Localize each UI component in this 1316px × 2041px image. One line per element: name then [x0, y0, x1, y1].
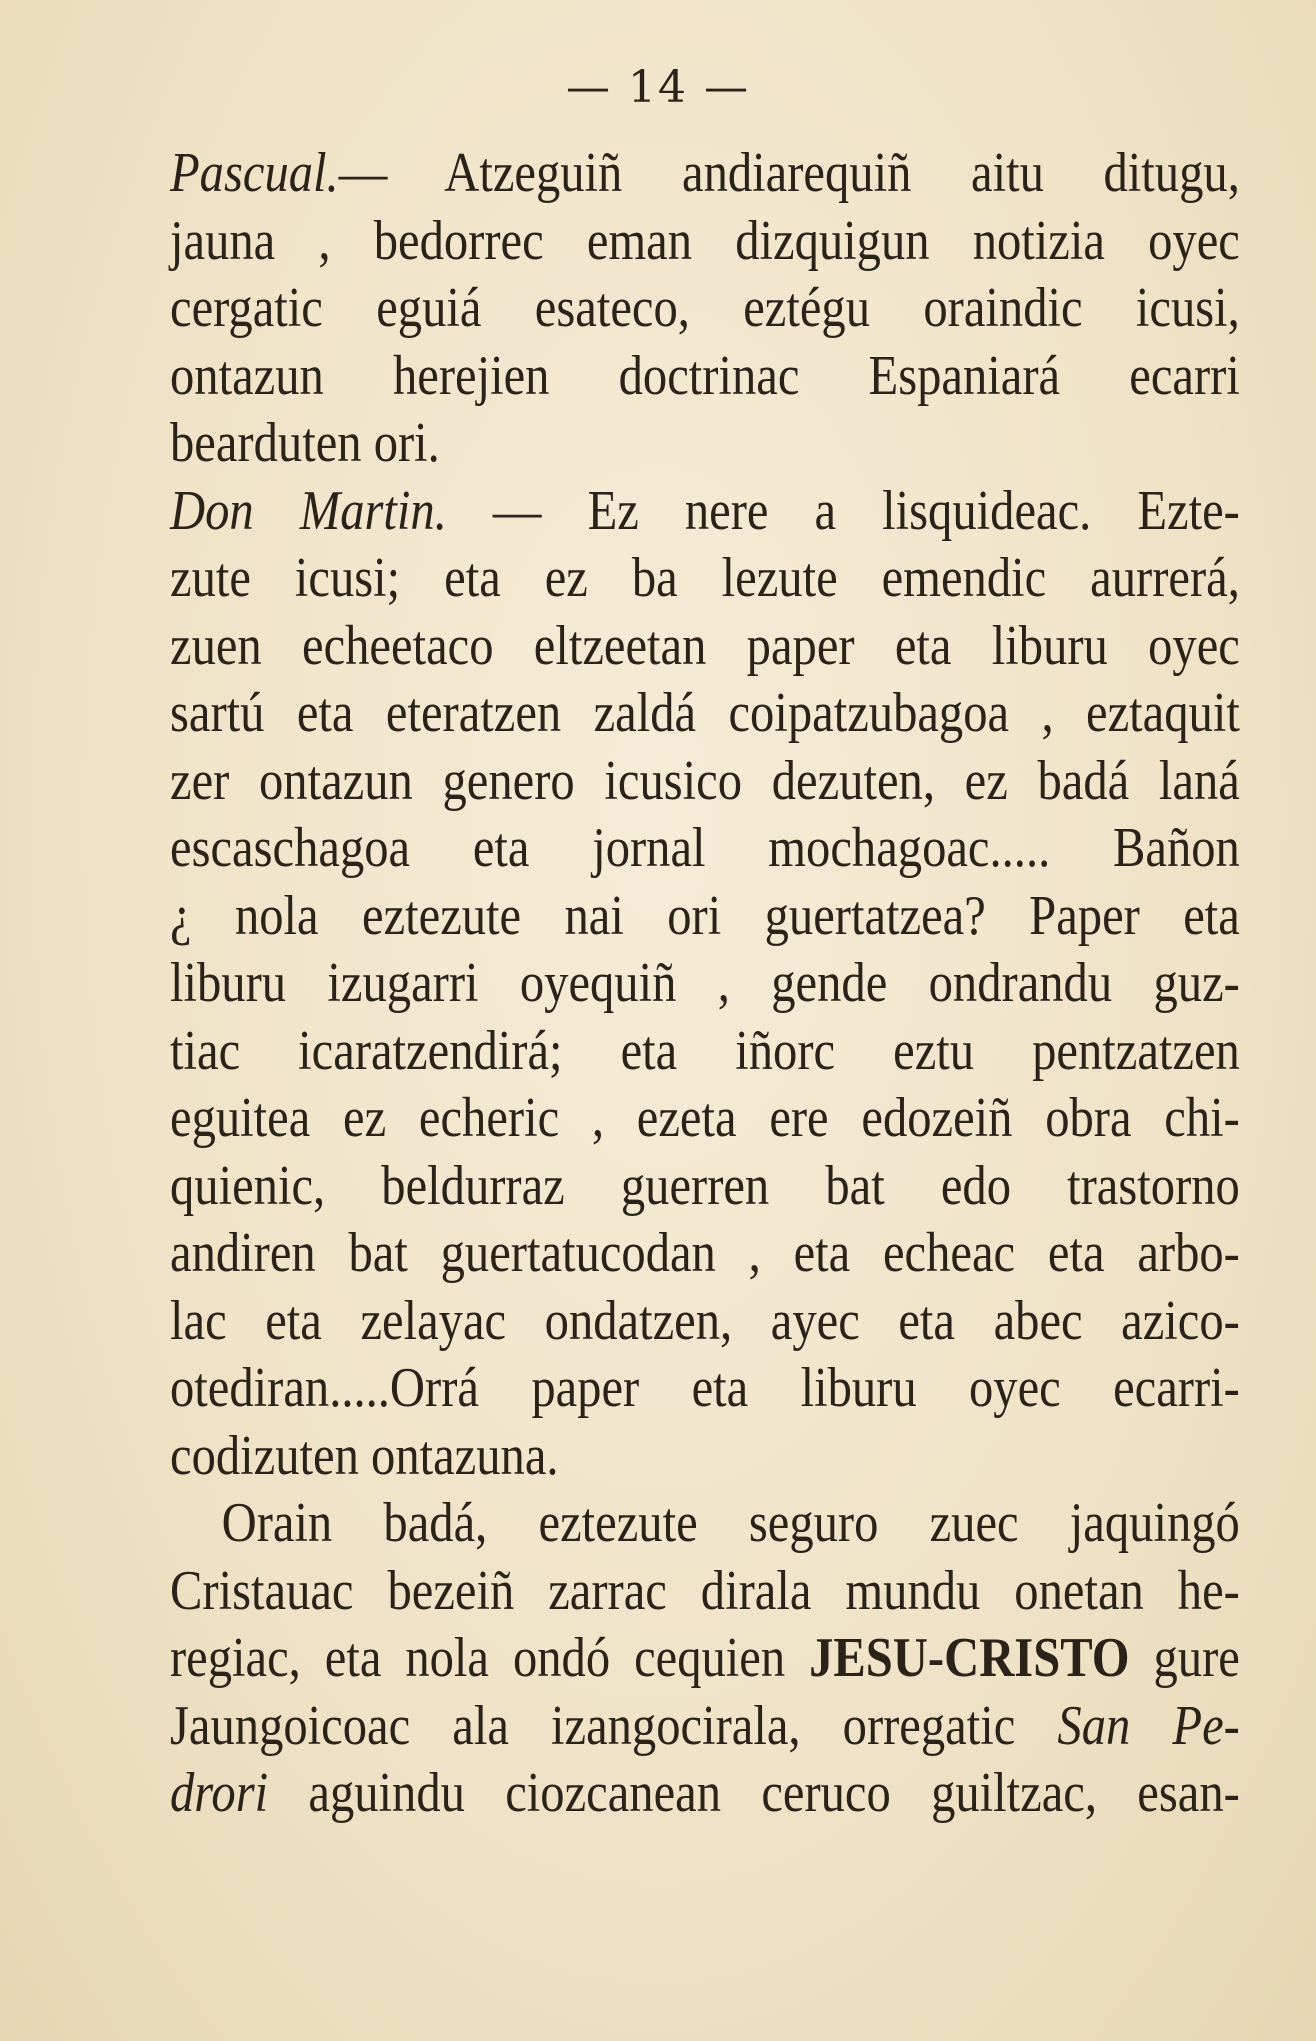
text-line — [170, 883, 1240, 951]
text-segment: escaschagoa eta jornal mochagoac..... Bañon — [170, 817, 1240, 879]
text-line — [170, 1558, 1240, 1626]
text-line — [170, 680, 1240, 748]
text-line — [170, 140, 1240, 208]
text-segment: sartú eta eteratzen zaldá coipatzubagoa , eztaquit — [170, 682, 1240, 744]
speaker-name: Pascual. — [170, 142, 339, 204]
text-segment: codizuten ontazuna. — [170, 1424, 559, 1487]
text-line — [170, 1355, 1240, 1423]
text-line — [170, 1018, 1240, 1086]
text-segment: eguitea ez echeric , ezeta ere edozeiñ obra chi- — [170, 1087, 1240, 1149]
text-segment: Orain badá, eztezute seguro zuec jaquingó — [221, 1492, 1240, 1554]
text-segment: otediran.....Orrá paper eta liburu oyec ecarri- — [170, 1357, 1240, 1419]
text-line — [170, 208, 1240, 276]
page-text — [170, 140, 1240, 1828]
text-line — [170, 343, 1240, 411]
text-line — [170, 1625, 1240, 1693]
text-segment: ontazun herejien doctrinac Espaniará ecarri — [170, 344, 1240, 407]
text-segment: quienic, beldurraz guerren bat edo trastorno — [170, 1154, 1240, 1217]
text-segment: tiac icaratzendirá; eta iñorc eztu pentzatzen — [170, 1019, 1240, 1082]
text-segment: zuen echeetaco eltzeetan paper eta liburu oyec — [170, 614, 1240, 677]
text-line — [170, 1693, 1240, 1761]
text-segment: gure — [1129, 1627, 1240, 1689]
text-line — [170, 478, 1240, 546]
text-segment: drori — [170, 1762, 269, 1824]
text-segment: liburu izugarri oyequiñ , gende ondrandu guz- — [170, 952, 1240, 1014]
text-line — [170, 410, 1240, 478]
text-segment: San Pe- — [1057, 1694, 1240, 1757]
text-segment: cergatic eguiá esateco, eztégu oraindic icusi, — [170, 277, 1240, 339]
text-line — [170, 613, 1240, 681]
text-line — [170, 815, 1240, 883]
text-line — [170, 1490, 1240, 1558]
text-segment: jauna , bedorrec eman dizquigun notizia oyec — [170, 209, 1240, 272]
text-line — [170, 748, 1240, 816]
text-line — [170, 1288, 1240, 1356]
text-segment: lac eta zelayac ondatzen, ayec eta abec azico- — [170, 1289, 1240, 1352]
text-line — [170, 950, 1240, 1018]
text-segment: andiren bat guertatucodan , eta echeac eta arbo- — [170, 1222, 1240, 1284]
speaker-name: Don Martin. — [170, 479, 447, 542]
text-segment: — Atzeguiñ andiarequiñ aitu ditugu, — [338, 142, 1240, 204]
text-line — [170, 545, 1240, 613]
text-segment: bearduten ori. — [170, 412, 440, 474]
text-line — [170, 1153, 1240, 1221]
text-segment: ¿ nola eztezute nai ori guertatzea? Paper eta — [170, 884, 1240, 947]
text-segment: JESU-CRISTO — [809, 1627, 1130, 1689]
text-segment: — Ez nere a lisquideac. Ezte- — [446, 479, 1240, 542]
text-segment: Jaungoicoac ala izangocirala, orregatic — [170, 1694, 1058, 1757]
text-segment: zer ontazun genero icusico dezuten, ez badá laná — [170, 749, 1240, 812]
text-segment: aguindu ciozcanean ceruco guiltzac, esan- — [268, 1762, 1240, 1824]
text-line — [170, 275, 1240, 343]
text-segment: Cristauac bezeiñ zarrac dirala mundu onetan he- — [170, 1559, 1240, 1622]
text-line — [170, 1085, 1240, 1153]
page-number: — 14 — — [566, 62, 750, 113]
text-line — [170, 1760, 1240, 1828]
text-line — [170, 1423, 1240, 1491]
text-segment: zute icusi; eta ez ba lezute emendic aurrerá, — [170, 547, 1240, 609]
text-line — [170, 1220, 1240, 1288]
text-segment: regiac, eta nola ondó cequien — [170, 1627, 810, 1689]
